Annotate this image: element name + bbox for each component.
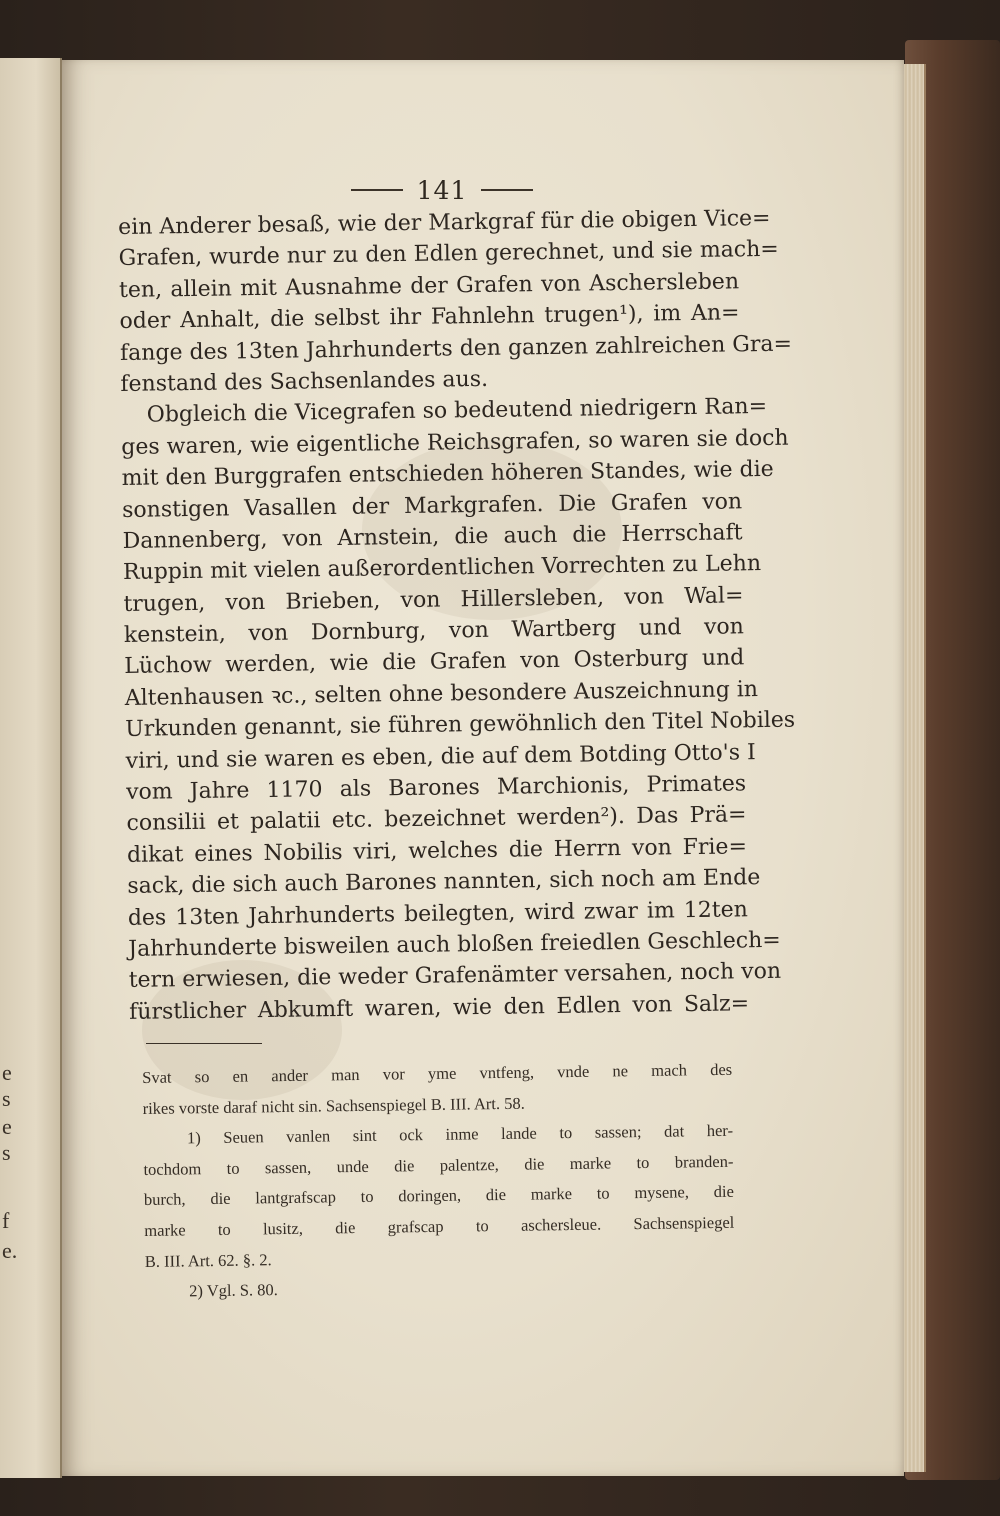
left-fragment: s	[2, 1140, 11, 1165]
text-line: trugen, von Brieben, von Hillersleben, von Wal=	[123, 582, 744, 617]
book-page	[62, 60, 904, 1476]
text-line: Grafen, wurde nur zu den Edlen gerechnet, und sie mach=	[118, 237, 779, 272]
text-line: vom Jahre 1170 als Barones Marchionis, Primates	[125, 771, 747, 805]
footnote-line: Svat so en ander man vor yme vntfeng, vnde ne mach des	[142, 1059, 733, 1087]
text-line: Jahrhunderte bisweilen auch bloßen freiedlen Geschlech=	[128, 927, 781, 962]
text-line: Urkunden genannt, sie führen gewöhnlich den Titel Nobiles	[125, 707, 796, 743]
left-page-fragments	[0, 58, 60, 1478]
left-fragment: e.	[2, 1238, 18, 1263]
footnote-separator	[146, 1043, 262, 1044]
text-line: Obgleich die Vicegrafen so bedeutend niedrigern Ran=	[146, 394, 768, 428]
header-rule-left	[351, 189, 403, 191]
text-line: kenstein, von Dornburg, von Wartberg und von	[123, 614, 745, 649]
text-line: consilii et palatii etc. bezeichnet werden²). Das Prä=	[126, 802, 747, 837]
footnote-line: rikes vorste daraf nicht sin. Sachsenspiegel B. III. Art. 58.	[142, 1093, 525, 1118]
footnote-line: 1) Seuen vanlen sint ock inme lande to sassen; dat her-	[186, 1120, 734, 1148]
text-line: ges waren, wie eigentliche Reichsgrafen, so waren sie doch	[121, 425, 789, 460]
left-page-edge	[0, 58, 62, 1478]
text-line: fürstlicher Abkumft waren, wie den Edlen von Salz=	[128, 991, 750, 1025]
text-line: tern erwiesen, die weder Grafenämter versahen, noch von	[128, 959, 782, 994]
footnote-line: tochdom to sassen, unde die palentze, die marke to branden-	[143, 1151, 734, 1179]
text-line: des 13ten Jahrhunderts beilegten, wird zwar im 12ten	[127, 896, 748, 931]
page-number: 141	[416, 175, 468, 205]
text-line: Lüchow werden, wie die Grafen von Osterburg und	[124, 645, 745, 680]
left-fragment: s	[2, 1086, 11, 1111]
footnote-line: marke to lusitz, die grafscap to aschersleue. Sachsenspiegel	[144, 1212, 735, 1240]
page-header	[312, 170, 572, 210]
text-line: sonstigen Vasallen der Markgrafen. Die Grafen von	[121, 488, 743, 523]
text-line: sack, die sich auch Barones nannten, sich noch am Ende	[127, 865, 761, 900]
left-fragment: e	[2, 1114, 12, 1139]
footnote-line: B. III. Art. 62. §. 2.	[144, 1249, 272, 1271]
footnote-line: burch, die lantgrafscap to doringen, die marke to mysene, die	[143, 1182, 734, 1210]
text-line: Altenhausen ꝛc., selten ohne besondere Auszeichnung in	[124, 676, 759, 711]
left-fragment: e	[2, 1060, 12, 1085]
left-fragment: f	[2, 1208, 10, 1233]
text-line: fenstand des Sachsenlandes aus.	[120, 366, 489, 397]
text-line: Dannenberg, von Arnstein, die auch die Herrschaft	[122, 520, 743, 554]
header-rule-right	[481, 189, 533, 191]
footnotes	[142, 1055, 735, 1308]
text-line: oder Anhalt, die selbst ihr Fahnlehn trugen¹), im An=	[119, 300, 740, 335]
text-line: mit den Burggrafen entschieden höheren Standes, wie die	[121, 456, 774, 492]
text-line: ten, allein mit Ausnahme der Grafen von Aschersleben	[118, 269, 740, 303]
text-line: dikat eines Nobilis viri, welches die Herrn von Frie=	[126, 834, 748, 868]
footnote-line: 2) Vgl. S. 80.	[189, 1280, 278, 1301]
text-line: viri, und sie waren es eben, die auf dem Botding Otto's I	[125, 739, 756, 774]
text-line: ein Anderer besaß, wie der Markgraf für die obigen Vice=	[118, 205, 771, 240]
text-line: fange des 13ten Jahrhunderts den ganzen zahlreichen Gra=	[119, 331, 793, 366]
main-text	[118, 203, 796, 1028]
text-line: Ruppin mit vielen außerordentlichen Vorrechten zu Lehn	[122, 551, 762, 586]
